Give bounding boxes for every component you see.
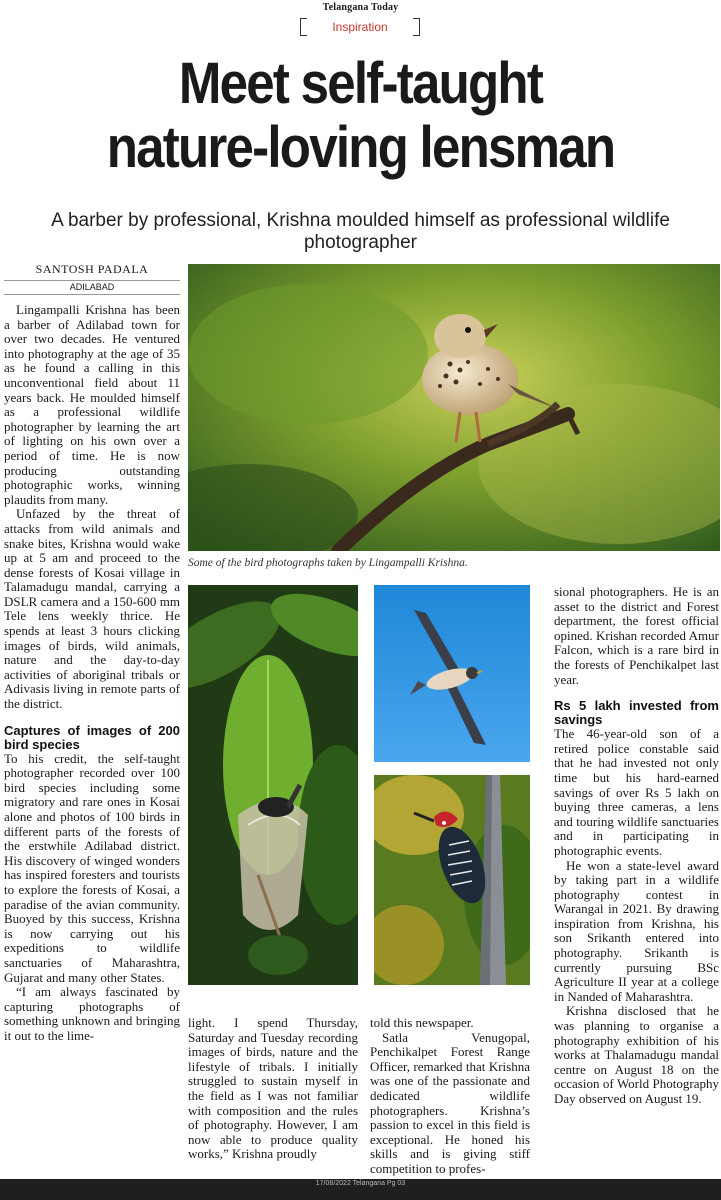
col4-paragraph-4: Krishna disclosed that he was planning to organise a photography exhibition of his works at Thalamadugu mandal centre on August 18 on the occasion of World Photography Day observed on August 19. [554, 1003, 719, 1106]
woodpecker-photo [374, 775, 530, 985]
falcon-photo [374, 585, 530, 762]
deck: A barber by professional, Krishna moulded himself as professional wildlife photographer [51, 210, 670, 253]
photo-caption: Some of the bird photographs taken by Lingampalli Krishna. [188, 557, 468, 569]
section-label: Inspiration [300, 16, 420, 38]
woodpecker-image [374, 775, 530, 985]
col4-paragraph-2: The 46-year-old son of a retired police constable said that he had invested not only time but his hard-earned savings of over Rs 5 lakh on buying three cameras, a lens and touring wildlife sanctuaries and in participating in photographic events. [554, 726, 719, 858]
dateline: ADILABAD [4, 282, 180, 295]
masthead: Telangana Today [322, 2, 399, 13]
col1-paragraph-4: “I am always fascinated by capturing photographs of something unknown and bringing it out to the lime- [4, 984, 180, 1043]
byline: SANTOSH PADALA [4, 262, 180, 281]
col1-paragraph-3: To his credit, the self-taught photographer recorded over 100 bird species including some migratory and rare ones in Kosai alone and photos of 100 birds in different parts of the forests of the erstwhile Adilabad district. His discovery of winged wonders has inspired foresters and tourists to explore the forests of Kosai, a paradise of the avian community. Buoyed by this success, Krishna is now carrying out his expeditions to wildlife sanctuaries of Maharashtra, Gujarat and many other States. [4, 750, 180, 985]
col4-paragraph-3: He won a state-level award by taking part in a wildlife photography contest in Warangal in 2021. By drawing inspiration from Krishna, his son Srikanth entered into photography. Srikanth is currently pursuing BSc Agriculture II year at a college in Nanded of Maharashtra. [554, 857, 719, 1004]
article-column-3 [370, 1016, 530, 1177]
col4-subhead: Rs 5 lakh invested from savings [554, 698, 719, 728]
col1-paragraph-2: Unfazed by the threat of attacks from wild animals and snake bites, Krishna would wake up at 5 am and proceed to the dense forests of Kosai village in Talamadugu mandal, carrying a DSLR camera and a 150-600 mm Tele lens weekly thrice. He spends at least 3 hours clicking images of birds, wild animals, nature and the day-to-day activities of aboriginal tribals or Adivasis living in remote parts of the district. [4, 506, 180, 712]
col3-paragraph-1: told this newspaper. [370, 1015, 474, 1030]
article-column-4 [554, 585, 719, 1107]
col4-paragraph-1: sional photographers. He is an asset to the district and Forest department, the forest official opined. Krishan recorded Amur Falcon, which is a rare bird in the forests of Penchikalpet last year. [554, 584, 719, 687]
col3-paragraph-2: Satla Venugopal, Penchikalpet Forest Range Officer, remarked that Krishna was one of the passionate and dedicated wildlife photographers. Krishna’s passion to excel in this field is exceptional. He honed his skills and is giving stiff competition to profes- [370, 1029, 530, 1176]
col2-paragraph-1: light. I spend Thursday, Saturday and Tuesday recording images of birds, nature and the lifestyle of tribals. I initially struggled to sustain myself in the field as I was not familiar with composition and the rules of photography. However, I am now able to produce quality works,” Krishna proudly [188, 1015, 358, 1162]
col1-subhead: Captures of images of 200 bird species [4, 722, 180, 752]
page-footer: 17/08/2022 Telangana Pg 03 [0, 1179, 721, 1200]
nest-photo [188, 585, 358, 985]
bird-nest-image [188, 585, 358, 985]
headline-line-1: Meet self-taught [178, 51, 543, 116]
main-bird-photo [188, 264, 720, 551]
headline [43, 52, 677, 180]
col1-paragraph-1: Lingampalli Krishna has been a barber of Adilabad town for over two decades. He ventured into photography at the age of 35 as he found a calling in this unconventional field about 11 years back. He moulded himself as a professional wildlife photographer by learning the art of lighting on his own over a period of time. He is now producing outstanding photographic works, winning plaudits from many. [4, 302, 180, 507]
amur-falcon-image [374, 585, 530, 762]
article-column-1 [4, 303, 180, 1044]
article-column-2 [188, 1016, 358, 1162]
lark-on-branch-image [188, 264, 720, 551]
headline-line-2: nature-loving lensman [106, 115, 615, 180]
